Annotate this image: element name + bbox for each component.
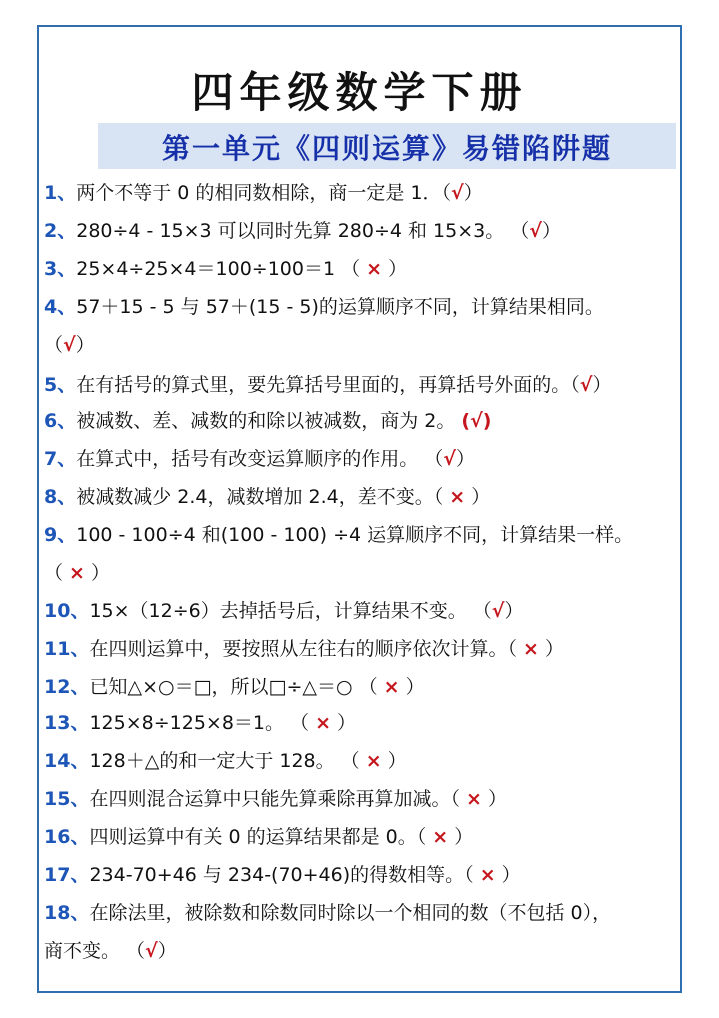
- answer-paren-close: ）: [455, 448, 475, 470]
- question-line: [44, 250, 680, 288]
- answer-paren-close: ）: [465, 486, 491, 508]
- cross-mark: ×: [466, 788, 482, 810]
- question-line: [44, 478, 680, 516]
- question-line: [44, 402, 680, 440]
- question-line: [44, 894, 680, 932]
- question-text: 两个不等于 0 的相同数相除，商一定是 1．（: [76, 182, 452, 204]
- answer-paren-close: ）: [463, 182, 483, 204]
- question-number: 11、: [44, 638, 90, 660]
- question-number: 3、: [44, 258, 77, 280]
- question-number: 9、: [44, 524, 77, 546]
- check-mark: √: [145, 940, 158, 962]
- question-text: 被减数、差、减数的和除以被减数，商为 2。: [76, 410, 462, 432]
- answer-paren-close: ）: [157, 940, 177, 962]
- question-number: 4、: [44, 296, 77, 318]
- check-mark: √: [579, 374, 593, 396]
- question-text-continued: （: [44, 562, 70, 584]
- question-line: [44, 704, 680, 742]
- cross-mark: ×: [479, 864, 496, 886]
- page-subtitle: 第一单元《四则运算》易错陷阱题: [161, 132, 612, 165]
- question-number: 8、: [44, 486, 77, 508]
- answer-paren-close: ）: [84, 562, 111, 584]
- question-line: [44, 440, 680, 478]
- answer-paren-close: ）: [481, 788, 507, 810]
- question-line: [44, 856, 680, 894]
- cross-mark: ×: [366, 258, 383, 280]
- answer-paren-close: ）: [495, 864, 521, 886]
- question-text: 15×（12÷6）去掉括号后，计算结果不变。 （: [89, 600, 492, 622]
- question-line: [44, 174, 680, 212]
- check-mark: √: [63, 334, 76, 356]
- question-number: 12、: [44, 676, 90, 698]
- question-number: 7、: [44, 448, 77, 470]
- question-number: 15、: [44, 788, 90, 810]
- question-number: 10、: [44, 600, 90, 622]
- answer-paren-close: ）: [399, 676, 425, 698]
- question-text: 280÷4 - 15×3 可以同时先算 280÷4 和 15×3。 （: [76, 220, 530, 242]
- question-line: [44, 742, 680, 780]
- cross-mark: ×: [315, 712, 332, 734]
- question-line: [44, 212, 680, 250]
- question-line: [44, 630, 680, 668]
- answer-paren-close: ）: [382, 258, 408, 280]
- question-text: 234-70+46 与 234-(70+46)的得数相等。（: [89, 864, 480, 886]
- answer-paren-close: ）: [541, 220, 561, 242]
- answer-paren-close: ）: [538, 638, 564, 660]
- question-line: [44, 516, 680, 554]
- question-text-continued: 商不变。 （: [44, 940, 146, 962]
- question-number: 14、: [44, 750, 90, 772]
- question-text: 在四则混合运算中只能先算乘除再算加减。（: [89, 788, 466, 810]
- question-number: 2、: [44, 220, 77, 242]
- question-line: [44, 668, 680, 706]
- question-line: [44, 780, 680, 818]
- question-text: 57＋15 - 5 与 57＋(15 - 5)的运算顺序不同，计算结果相同。: [76, 296, 604, 318]
- question-text: 四则运算中有关 0 的运算结果都是 0。（: [89, 826, 433, 848]
- question-text: 在除法里，被除数和除数同时除以一个相同的数（不包括 0），: [89, 902, 612, 924]
- question-number: 1、: [44, 182, 77, 204]
- question-line-continued: [44, 326, 680, 364]
- question-number: 5、: [44, 374, 77, 396]
- question-text-continued: （: [44, 334, 64, 356]
- answer-paren-close: ）: [381, 750, 407, 772]
- question-text: 在算式中，括号有改变运算顺序的作用。 （: [76, 448, 444, 470]
- question-number: 17、: [44, 864, 90, 886]
- question-number: 13、: [44, 712, 90, 734]
- question-number: 16、: [44, 826, 90, 848]
- question-text: 25×4÷25×4＝100÷100＝1 （: [76, 258, 367, 280]
- answer-paren-close: ）: [504, 600, 524, 622]
- answer-paren-close: ）: [448, 826, 474, 848]
- cross-mark: ×: [365, 750, 382, 772]
- question-number: 6、: [44, 410, 77, 432]
- question-text: 在有括号的算式里，要先算括号里面的，再算括号外面的。（: [76, 374, 580, 396]
- question-text: 被减数减少 2.4，减数增加 2.4，差不变。（: [76, 486, 450, 508]
- answer-paren-close: ）: [592, 374, 612, 396]
- check-mark: √: [443, 448, 456, 470]
- question-text: 125×8÷125×8＝1。 （: [89, 712, 316, 734]
- answer-paren-close: ）: [331, 712, 357, 734]
- question-text: 100 - 100÷4 和(100 - 100) ÷4 运算顺序不同，计算结果一样。: [76, 524, 634, 546]
- check-mark: √: [451, 182, 464, 204]
- question-line-continued: [44, 554, 680, 592]
- question-text: 已知△×○＝□，所以□÷△＝○ （: [89, 676, 384, 698]
- page-title: 四年级数学下册: [191, 68, 528, 117]
- question-line-continued: [44, 932, 680, 970]
- check-mark: √: [529, 220, 542, 242]
- check-mark: √: [491, 600, 505, 622]
- cross-mark: ×: [432, 826, 449, 848]
- question-line: [44, 592, 680, 630]
- cross-mark: ×: [69, 562, 85, 584]
- cross-mark: ×: [523, 638, 539, 660]
- answer-paren-close: ）: [75, 334, 95, 356]
- question-text: 在四则运算中，要按照从左往右的顺序依次计算。（: [89, 638, 523, 660]
- question-line: [44, 818, 680, 856]
- cross-mark: ×: [449, 486, 466, 508]
- question-line: [44, 288, 680, 326]
- question-number: 18、: [44, 902, 90, 924]
- cross-mark: ×: [383, 676, 400, 698]
- question-text: 128＋△的和一定大于 128。 （: [89, 750, 366, 772]
- check-mark: (√): [461, 410, 492, 432]
- question-line: [44, 366, 680, 404]
